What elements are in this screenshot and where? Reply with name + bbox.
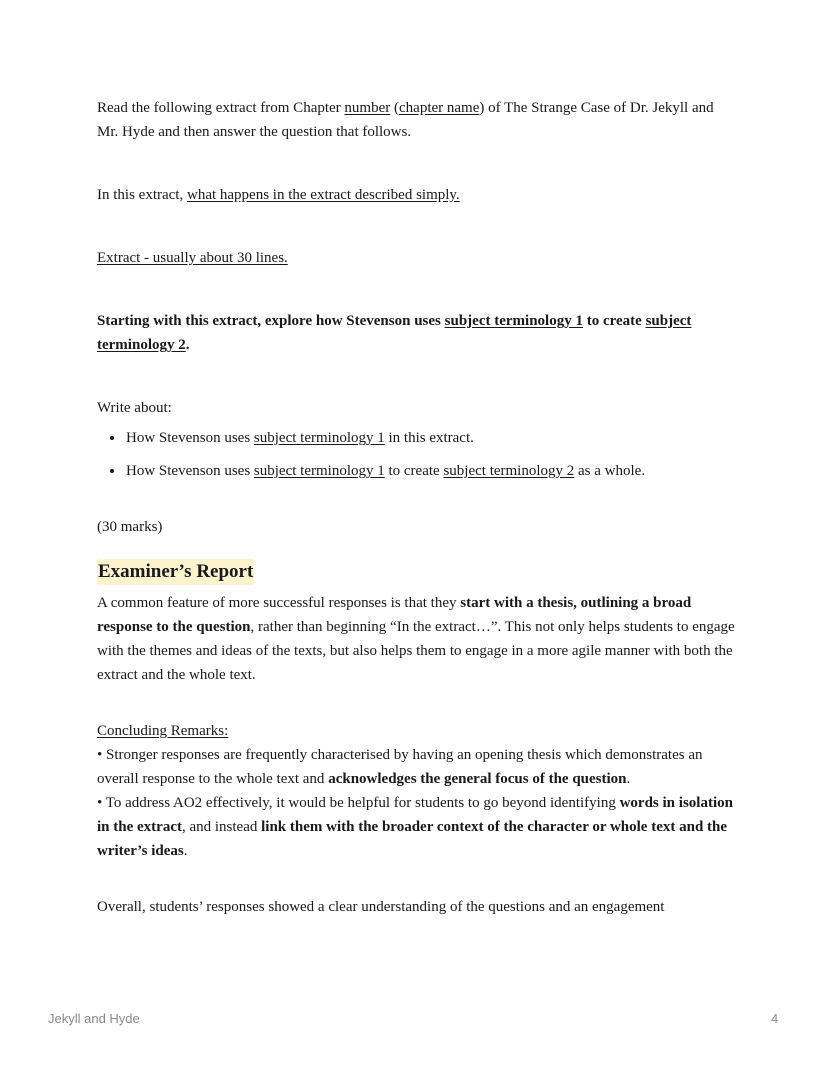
footer-title: Jekyll and Hyde <box>48 1011 140 1026</box>
task-text: In this extract, <box>97 187 187 203</box>
write-about-list <box>97 426 737 483</box>
concluding-remarks-title <box>97 719 737 743</box>
exam-question <box>97 309 737 357</box>
subject-terminology-1: subject terminology 1 <box>253 430 385 446</box>
concluding-remarks-title-text: Concluding Remarks: <box>97 723 229 739</box>
extract-note <box>97 246 737 270</box>
intro-paragraph <box>97 96 737 144</box>
task-paragraph <box>97 183 737 207</box>
list-item-text: How Stevenson uses <box>126 463 254 479</box>
report-text: A common feature of more successful responses is that they <box>97 595 461 611</box>
remark-text: . <box>626 771 631 787</box>
page-number: 4 <box>771 1011 779 1026</box>
remark-text: • Stronger responses are frequently characterised by having an opening thesis which demonstrates an overall response to the whole text and <box>97 747 703 787</box>
report-text: , rather than beginning “In the extract…”. This not only helps students to engage with the themes and ideas of the texts, but also helps them to engage in a more agile manner with both the extract and the whole text. <box>97 619 735 683</box>
examiners-report-heading: Examiner’s Report <box>97 559 254 585</box>
examiners-report-paragraph <box>97 591 737 687</box>
remark-text: • To address AO2 effectively, it would be helpful for students to go beyond identifying <box>97 795 620 811</box>
list-item <box>125 459 737 483</box>
list-item-text: to create <box>384 463 444 479</box>
subject-terminology-1: subject terminology 1 <box>444 313 583 329</box>
marks-label: (30 marks) <box>97 519 163 535</box>
chapter-number-placeholder: number <box>344 100 391 116</box>
remark-emphasis: words in isolation in the extract <box>97 795 733 835</box>
extract-summary-placeholder: what happens in the extract described simply. <box>186 187 460 203</box>
remark-emphasis: acknowledges the general focus of the question <box>328 771 627 787</box>
extract-note-text: Extract - usually about 30 lines. <box>97 250 288 266</box>
remark-emphasis: link them with the broader context of the character or whole text and the writer’s ideas <box>97 819 728 859</box>
remark-text: , and instead <box>181 819 262 835</box>
document-page <box>97 96 737 919</box>
list-item-text: as a whole. <box>574 463 646 479</box>
overall-paragraph: Overall, students’ responses showed a clear understanding of the questions and an engagement <box>97 899 665 915</box>
subject-terminology-2: subject terminology 2 <box>443 463 575 479</box>
concluding-remarks <box>97 743 737 863</box>
remark-text: . <box>183 843 188 859</box>
subject-terminology-1: subject terminology 1 <box>253 463 385 479</box>
list-item-text: How Stevenson uses <box>126 430 254 446</box>
list-item <box>125 426 737 450</box>
question-text: to create <box>582 313 646 329</box>
report-emphasis: start with a thesis, outlining a broad response to the question <box>97 595 692 635</box>
chapter-name-placeholder: chapter name <box>399 100 480 116</box>
intro-text: ( <box>390 100 399 116</box>
subject-terminology-2: subject terminology 2 <box>97 313 692 353</box>
question-text: Starting with this extract, explore how Stevenson uses <box>97 313 445 329</box>
intro-text: ) of The Strange Case of Dr. Jekyll and Mr. Hyde and then answer the question that follows. <box>97 100 714 140</box>
question-text: . <box>185 337 190 353</box>
list-item-text: in this extract. <box>384 430 474 446</box>
intro-text: Read the following extract from Chapter <box>97 100 345 116</box>
write-about-label: Write about: <box>97 400 172 416</box>
